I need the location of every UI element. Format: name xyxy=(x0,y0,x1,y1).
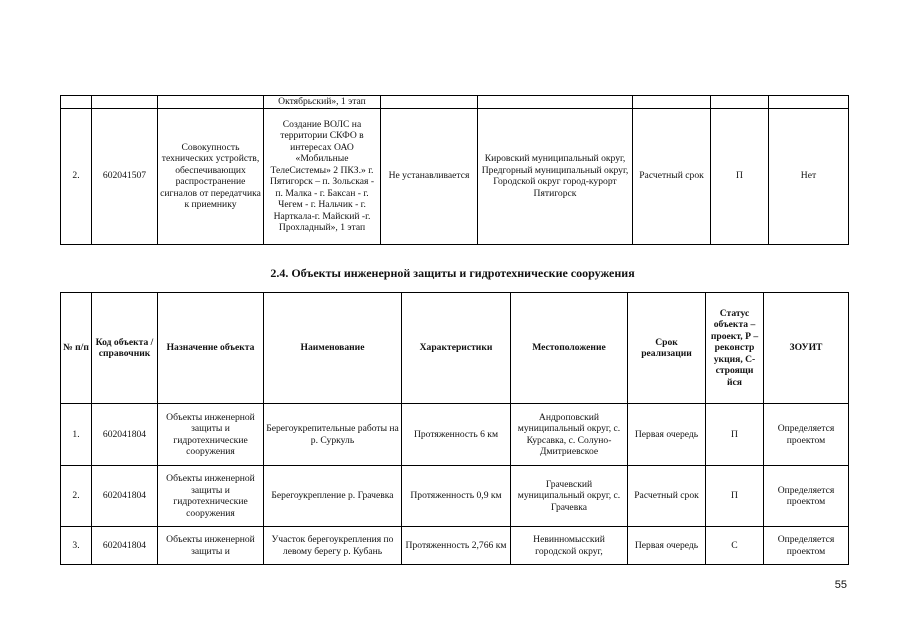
table-row xyxy=(61,527,849,565)
cell-location: Кировский муниципальный округ, Предгорный муниципальный округ, Городской округ город-курорт Пятигорск xyxy=(478,108,633,244)
cell-term: Расчетный срок xyxy=(633,108,711,244)
cell-code: 602041507 xyxy=(92,108,158,244)
table-row xyxy=(61,404,849,466)
cell-name: Участок берегоукрепления по левому берегу р. Кубань xyxy=(264,527,402,565)
cell-num: 3. xyxy=(61,527,92,565)
cell-zouit: Определяется проектом xyxy=(764,404,849,466)
header-location: Местоположение xyxy=(511,293,628,404)
header-status: Статус объекта – проект, Р – реконстр укция, С- строящи йся xyxy=(706,293,764,404)
header-purpose: Назначение объекта xyxy=(158,293,264,404)
cell-num: 1. xyxy=(61,404,92,466)
cell-characteristics: Протяженность 2,766 км xyxy=(402,527,511,565)
cell-characteristics: Не устанавливается xyxy=(381,108,478,244)
cell-characteristics xyxy=(381,96,478,109)
cell-name: Берегоукрепление р. Грачевка xyxy=(264,466,402,527)
cell-term: Расчетный срок xyxy=(628,466,706,527)
cell-zouit: Определяется проектом xyxy=(764,466,849,527)
cell-zouit: Определяется проектом xyxy=(764,527,849,565)
cell-zouit xyxy=(769,96,849,109)
header-characteristics: Характеристики xyxy=(402,293,511,404)
header-name: Наименование xyxy=(264,293,402,404)
cell-name: Октябрьский», 1 этап xyxy=(264,96,381,109)
header-code: Код объекта / справочник xyxy=(92,293,158,404)
table-header-row xyxy=(61,293,849,404)
header-zouit: ЗОУИТ xyxy=(764,293,849,404)
cell-status: П xyxy=(706,466,764,527)
section-heading: 2.4. Объекты инженерной защиты и гидротехнические сооружения xyxy=(270,266,635,280)
cell-characteristics: Протяженность 0,9 км xyxy=(402,466,511,527)
objects-table-continued xyxy=(60,95,849,245)
cell-code: 602041804 xyxy=(92,404,158,466)
header-num: № п/п xyxy=(61,293,92,404)
cell-term xyxy=(633,96,711,109)
cell-purpose: Совокупность технических устройств, обеспечивающих распространение сигналов от передатчика к приемнику xyxy=(158,108,264,244)
cell-num xyxy=(61,96,92,109)
cell-term: Первая очередь xyxy=(628,527,706,565)
cell-status xyxy=(711,96,769,109)
cell-purpose: Объекты инженерной защиты и гидротехнические сооружения xyxy=(158,466,264,527)
cell-num: 2. xyxy=(61,108,92,244)
table-row xyxy=(61,108,849,244)
cell-status: С xyxy=(706,527,764,565)
cell-location: Андроповский муниципальный округ, с. Курсавка, с. Солуно-Дмитриевское xyxy=(511,404,628,466)
cell-location: Грачевский муниципальный округ, с. Грачевка xyxy=(511,466,628,527)
cell-code: 602041804 xyxy=(92,466,158,527)
cell-status: П xyxy=(706,404,764,466)
table-row xyxy=(61,96,849,109)
page-number: 55 xyxy=(834,579,847,591)
cell-status: П xyxy=(711,108,769,244)
engineering-protection-table xyxy=(60,292,849,565)
cell-zouit: Нет xyxy=(769,108,849,244)
cell-term: Первая очередь xyxy=(628,404,706,466)
table-row xyxy=(61,466,849,527)
cell-location: Невинномысский городской округ, xyxy=(511,527,628,565)
cell-name: Создание ВОЛС на территории СКФО в интересах ОАО «Мобильные ТелеСистемы» 2 ПКЗ.» г. Пятигорск – п. Зольская - п. Малка - г. Баксан - г. Чегем - г. Нальчик - г. Нарткала-г. Майский -г. Прохладный», 1 этап xyxy=(264,108,381,244)
cell-location xyxy=(478,96,633,109)
header-term: Срок реализации xyxy=(628,293,706,404)
cell-purpose: Объекты инженерной защиты и xyxy=(158,527,264,565)
cell-purpose xyxy=(158,96,264,109)
cell-purpose: Объекты инженерной защиты и гидротехнические сооружения xyxy=(158,404,264,466)
cell-name: Берегоукрепительные работы на р. Суркуль xyxy=(264,404,402,466)
cell-code xyxy=(92,96,158,109)
cell-code: 602041804 xyxy=(92,527,158,565)
cell-characteristics: Протяженность 6 км xyxy=(402,404,511,466)
cell-num: 2. xyxy=(61,466,92,527)
